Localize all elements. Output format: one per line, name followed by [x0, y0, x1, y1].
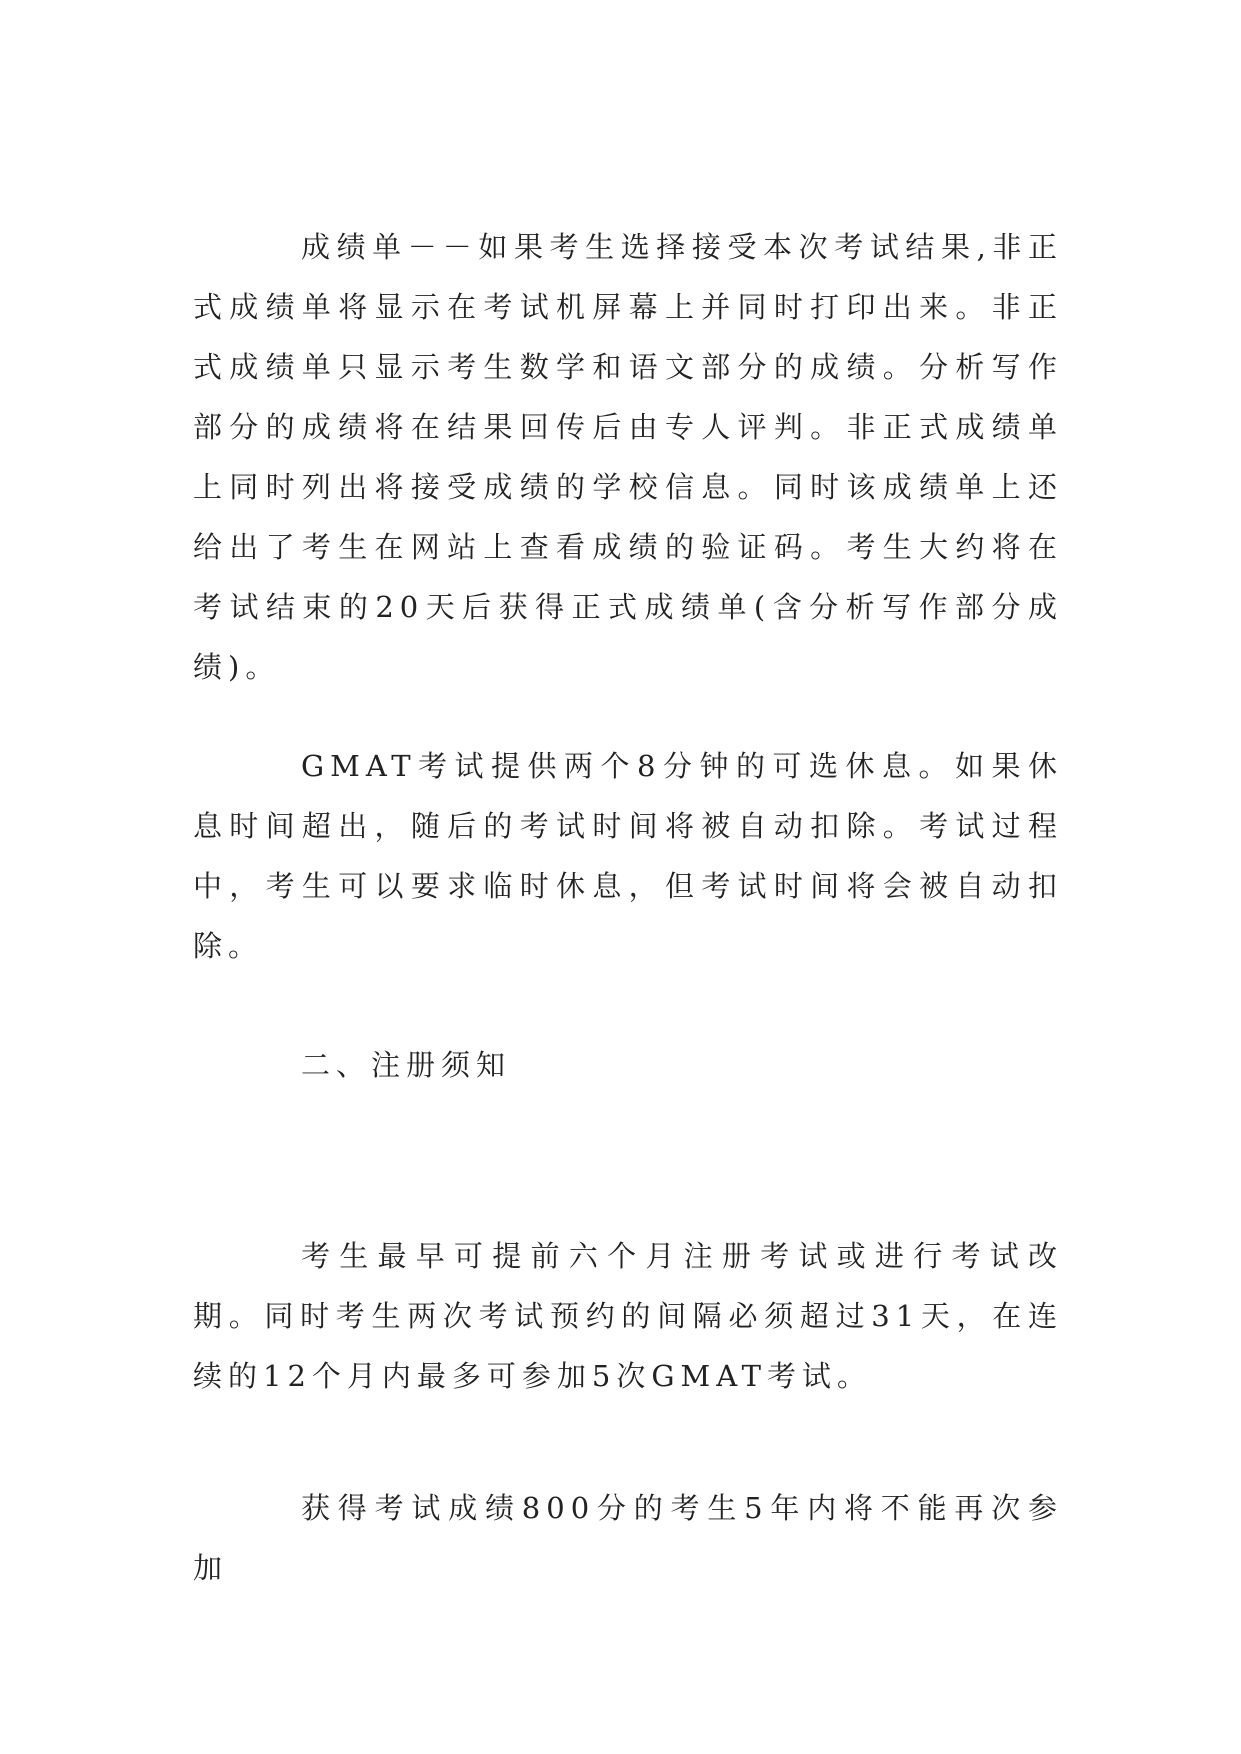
paragraph-registration: 考生最早可提前六个月注册考试或进行考试改期。同时考生两次考试预约的间隔必须超过31天，在连续的12个月内最多可参加5次GMAT考试。 — [193, 1239, 1063, 1393]
paragraph-score-report: 成绩单－－如果考生选择接受本次考试结果,非正式成绩单将显示在考试机屏幕上并同时打印出来。非正式成绩单只显示考生数学和语文部分的成绩。分析写作部分的成绩将在结果回传后由专人评判。非正式成绩单上同时列出将接受成绩的学校信息。同时该成绩单上还给出了考生在网站上查看成绩的验证码。考生大约将在考试结束的20天后获得正式成绩单(含分析写作部分成绩)。 — [193, 230, 1063, 684]
paragraph-breaks: GMAT考试提供两个8分钟的可选休息。如果休息时间超出，随后的考试时间将被自动扣除。考试过程中，考生可以要求临时休息，但考试时间将会被自动扣除。 — [193, 749, 1063, 963]
section-heading: 二、注册须知 — [301, 1048, 512, 1082]
paragraph-800-score: 获得考试成绩800分的考生5年内将不能再次参加 — [193, 1491, 1063, 1585]
